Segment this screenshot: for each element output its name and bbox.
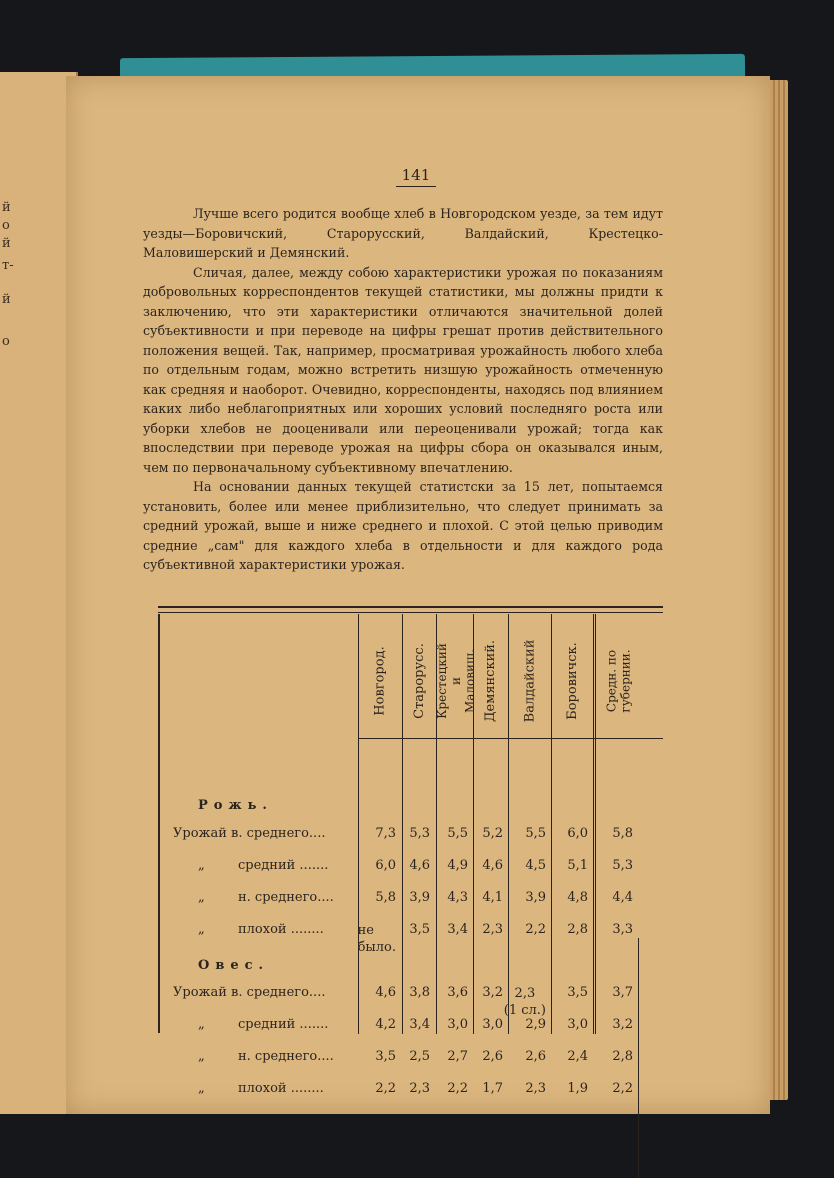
page-number: 141 bbox=[396, 166, 436, 187]
table-cell: 4,4 bbox=[612, 890, 633, 905]
table-cell: 4,1 bbox=[482, 890, 503, 905]
row-label-text: средний ....... bbox=[238, 1017, 329, 1032]
row-label-text: средний ....... bbox=[238, 858, 329, 873]
table-cell: 6,0 bbox=[567, 826, 588, 841]
table-cell: 2,3 bbox=[482, 922, 503, 937]
table-cell: 5,5 bbox=[525, 826, 546, 841]
table-cell: 2,2 bbox=[447, 1081, 468, 1096]
table-cell: 3,0 bbox=[447, 1017, 468, 1032]
table-cell: 4,6 bbox=[375, 985, 396, 1000]
table-row bbox=[158, 1078, 663, 1102]
table-cell: 3,5 bbox=[567, 985, 588, 1000]
table-cell: 4,6 bbox=[409, 858, 430, 873]
row-label bbox=[198, 890, 334, 905]
row-label bbox=[198, 1017, 328, 1032]
table-cell: 4,5 bbox=[525, 858, 546, 873]
table-cell: 3,7 bbox=[612, 985, 633, 1000]
table-cell: 3,2 bbox=[482, 985, 503, 1000]
table-cell: 3,4 bbox=[409, 1017, 430, 1032]
table-row bbox=[158, 982, 663, 1018]
section-title-oats: Овес. bbox=[198, 958, 270, 973]
paragraph: Лучше всего родится вообще хлеб в Новгородском уезде, за тем идут уезды—Боровичский, Старорусский, Валдайский, Крестецко-Маловишерский и Демянский. bbox=[143, 206, 663, 260]
table-cell: 3,8 bbox=[409, 985, 430, 1000]
left-page-fragment: т- bbox=[2, 258, 14, 273]
table-cell: 2,2 bbox=[612, 1081, 633, 1096]
table-cell: 3,9 bbox=[409, 890, 430, 905]
table-cell: 5,2 bbox=[482, 826, 503, 841]
paragraph: Сличая, далее, между собою характеристики урожая по показаниям добровольных корреспондентов текущей статистики, мы должны придти к заключению, что эти характеристики отличаются значительной долей субъективности и при переводе на цифры грешат против действительного положения вещей. Так, например, просматривая урожайность любого хлеба по отдельным годам, можно встретить низшую урожайность отмеченную как средняя и наоборот. Очевидно, корреспонденты, находясь под влиянием каких либо неблагоприятных или хороших условий последняго роста или уборки хлебов не дооценивали или переоценивали урожай; тогда как впоследствии при переводе урожая на цифры сбора он оказывался иным, чем по первоначальному субъективному впечатлению. bbox=[143, 264, 663, 475]
table-cell: 3,6 bbox=[447, 985, 468, 1000]
row-label: Урожай в. среднего.... bbox=[173, 985, 326, 1000]
row-label bbox=[198, 922, 324, 937]
table-cell: 4,8 bbox=[567, 890, 588, 905]
table-cell: 2,8 bbox=[567, 922, 588, 937]
column-header: Демянский. bbox=[483, 639, 499, 722]
left-page-fragment: й bbox=[2, 236, 11, 251]
table-cell: 2,3 bbox=[525, 1081, 546, 1096]
table-row bbox=[158, 1046, 663, 1070]
table-cell: 2,6 bbox=[482, 1049, 503, 1064]
section-title-rye: Рожь. bbox=[198, 798, 273, 813]
column-header: Средн. по губернии. bbox=[604, 648, 633, 713]
body-text bbox=[143, 204, 663, 575]
table-cell: 3,9 bbox=[525, 890, 546, 905]
table-cell: 2,7 bbox=[447, 1049, 468, 1064]
table-cell: 3,2 bbox=[612, 1017, 633, 1032]
left-page-fragment: о bbox=[2, 334, 10, 349]
table-cell: 2,2 bbox=[525, 922, 546, 937]
table-cell: 5,5 bbox=[447, 826, 468, 841]
table-cell: 2,4 bbox=[567, 1049, 588, 1064]
paragraph: На основании данных текущей статистски за 15 лет, попытаемся установить, более или менее приблизительно, что следует принимать за средний урожай, выше и ниже среднего и плохой. С этой целью приводим средние „сам" для каждого хлеба в отдельности и для каждого рода субъективной характеристики урожая. bbox=[143, 479, 663, 572]
table-row bbox=[158, 887, 663, 911]
column-header: Старорусс. bbox=[412, 642, 428, 719]
table-cell: 3,4 bbox=[447, 922, 468, 937]
book-page bbox=[66, 76, 770, 1114]
column-header: Крестецкий и Маловиш. bbox=[434, 642, 477, 719]
row-label-text: н. среднего.... bbox=[238, 890, 334, 905]
table-cell: 5,8 bbox=[612, 826, 633, 841]
table-row bbox=[158, 855, 663, 879]
table-cell: 2,9 bbox=[525, 1017, 546, 1032]
table-cell: 3,5 bbox=[409, 922, 430, 937]
table-cell: 5,3 bbox=[409, 826, 430, 841]
table-cell: 4,6 bbox=[482, 858, 503, 873]
table-row bbox=[158, 1014, 663, 1038]
table-cell: 1,7 bbox=[482, 1081, 503, 1096]
harvest-table bbox=[158, 606, 663, 1096]
table-cell: 5,8 bbox=[375, 890, 396, 905]
row-label bbox=[198, 1049, 334, 1064]
left-page-fragment: о bbox=[2, 218, 10, 233]
table-cell: 7,3 bbox=[375, 826, 396, 841]
table-cell: не было. bbox=[357, 923, 396, 955]
table-cell: 6,0 bbox=[375, 858, 396, 873]
table-cell: 3,0 bbox=[567, 1017, 588, 1032]
column-header: Валдайский bbox=[522, 639, 538, 722]
left-page-fragment: й bbox=[2, 200, 11, 215]
table-cell: 1,9 bbox=[567, 1081, 588, 1096]
table-cell: 2,3 (1 сл.) bbox=[503, 986, 546, 1018]
ditto-mark: „ bbox=[198, 890, 205, 905]
table-row bbox=[158, 919, 663, 955]
table-top-rule bbox=[158, 612, 663, 613]
table-cell: 2,5 bbox=[409, 1049, 430, 1064]
ditto-mark: „ bbox=[198, 1017, 205, 1032]
header-separator bbox=[358, 738, 663, 739]
column-header: Новгород. bbox=[373, 645, 388, 716]
table-row bbox=[158, 823, 663, 847]
row-label-text: н. среднего.... bbox=[238, 1049, 334, 1064]
column-header: Боровичск. bbox=[565, 641, 580, 720]
ditto-mark: „ bbox=[198, 1049, 205, 1064]
table-cell: 3,3 bbox=[612, 922, 633, 937]
ditto-mark: „ bbox=[198, 858, 205, 873]
row-label: Урожай в. среднего.... bbox=[173, 826, 326, 841]
table-cell: 4,3 bbox=[447, 890, 468, 905]
table-cell: 4,9 bbox=[447, 858, 468, 873]
table-cell: 3,5 bbox=[375, 1049, 396, 1064]
row-label bbox=[198, 1081, 324, 1096]
left-page-fragment: й bbox=[2, 292, 11, 307]
table-cell: 5,1 bbox=[567, 858, 588, 873]
row-label-text: плохой ........ bbox=[238, 1081, 324, 1096]
ditto-mark: „ bbox=[198, 1081, 205, 1096]
table-cell: 2,3 bbox=[409, 1081, 430, 1096]
table-cell: 3,0 bbox=[482, 1017, 503, 1032]
row-label bbox=[198, 858, 328, 873]
ditto-mark: „ bbox=[198, 922, 205, 937]
table-cell: 2,2 bbox=[375, 1081, 396, 1096]
table-cell: 5,3 bbox=[612, 858, 633, 873]
table-cell: 2,8 bbox=[612, 1049, 633, 1064]
table-cell: 2,6 bbox=[525, 1049, 546, 1064]
table-cell: 4,2 bbox=[375, 1017, 396, 1032]
row-label-text: плохой ........ bbox=[238, 922, 324, 937]
